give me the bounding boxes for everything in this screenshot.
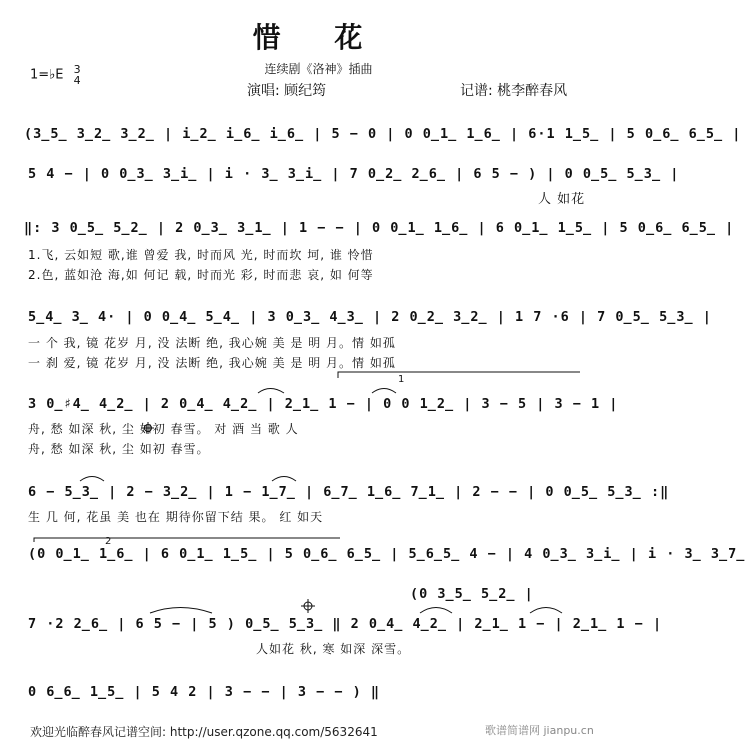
lyric-row-2: 人 如花 <box>538 192 586 207</box>
volta-2-label: 2 <box>105 536 112 547</box>
score-row-8: 7 ·2 2̲6̲ | 6 5 − | 5 ) 0̲5̲ 5̲3̲ ‖ 2 0̲4̲ 4̲2̲ | 2̲1̲ 1 − | 2̲1̲ 1 − | <box>28 616 663 632</box>
site-watermark: 歌谱简谱网 jianpu.cn <box>485 724 594 737</box>
footer-link-text: 欢迎光临醉春风记谱空间: http://user.qzone.qq.com/5632641 <box>30 725 378 739</box>
lyric-row-3-verse-2: 2.色, 蓝如沧 海,如 何记 载, 时而光 彩, 时而悲 哀, 如 何等 <box>28 268 374 282</box>
time-sig-denominator: 4 <box>73 74 81 87</box>
score-row-3: ‖: 3 0̲5̲ 5̲2̲ | 2 0̲3̲ 3̲1̲ | 1 − − | 0 0̲1̲ 1̲6̲ | 6 0̲1̲ 1̲5̲ | 5 0̲6̲ 6̲5̲ | <box>24 220 735 236</box>
slur-row5-b <box>372 389 396 394</box>
slur-row5-a <box>258 389 284 394</box>
page-title: 惜 花 <box>252 21 385 54</box>
lyric-row-5-verse-1: 舟, 愁 如深 秋, 尘 如初 春雪。 对 酒 当 歌 人 <box>28 422 299 436</box>
coda-icon-row5 <box>142 422 154 434</box>
slur-row6-a <box>80 477 104 482</box>
lyric-row-4-verse-2: 一 刹 爱, 镜 花岁 月, 没 法断 绝, 我心婉 美 是 明 月。情 如孤 <box>28 356 396 370</box>
score-row-8-upper: (0 3̲5̲ 5̲2̲ | <box>410 586 534 602</box>
score-row-1: (3̲5̲ 3̲2̲ 3̲2̲ | i̲2̲ i̲6̲ i̲6̲ | 5 − 0 | 0 0̲1̲ 1̲6̲ | 6·1 1̲5̲ | 5 0̲6̲ 6̲5̲ | <box>24 126 742 142</box>
lyric-row-4-verse-1: 一 个 我, 镜 花岁 月, 没 法断 绝, 我心婉 美 是 明 月。情 如孤 <box>28 336 396 350</box>
score-row-2: 5 4 − | 0 0̲3̲ 3̲i̲ | i · 3̲ 3̲i̲ | 7 0̲2̲ 2̲6̲ | 6 5 − ) | 0 0̲5̲ 5̲3̲ | <box>28 166 680 182</box>
score-row-9: 0 6̲6̲ 1̲5̲ | 5 4 2 | 3 − − | 3 − − ) ‖ <box>28 684 380 700</box>
lyric-row-5-verse-2: 舟, 愁 如深 秋, 尘 如初 春雪。 <box>28 442 210 456</box>
coda-icon <box>301 599 315 613</box>
slur-row8-b <box>420 608 452 614</box>
subtitle: 连续剧《洛神》插曲 <box>264 62 373 76</box>
singer-credit: 演唱: 顾纪筠 <box>247 83 327 99</box>
score-row-7: (0 0̲1̲ 1̲6̲ | 6 0̲1̲ 1̲5̲ | 5 0̲6̲ 6̲5̲ | 5̲6̲5̲ 4 − | 4 0̲3̲ 3̲i̲ | i · 3̲ 3̲7̲ <box>28 546 745 562</box>
score-row-5: 3 0̲♯4̲ 4̲2̲ | 2 0̲4̲ 4̲2̲ | 2̲1̲ 1 − | 0 0 1̲2̲ | 3 − 5 | 3 − 1 | <box>28 396 619 412</box>
slur-row8-a <box>150 608 212 614</box>
time-sig-numerator: 3 <box>73 63 81 76</box>
lyric-row-6: 生 几 何, 花虽 美 也在 期待你留下结 果。 红 如天 <box>28 510 324 524</box>
volta-2-bracket <box>34 538 340 542</box>
volta-1-bracket <box>338 372 580 378</box>
score-row-4: 5̲4̲ 3̲ 4· | 0 0̲4̲ 5̲4̲ | 3 0̲3̲ 4̲3̲ | 2 0̲2̲ 3̲2̲ | 1 7 ·6 | 7 0̲5̲ 5̲3̲ | <box>28 309 712 325</box>
recorder-credit: 记谱: 桃李醉春风 <box>460 83 568 99</box>
key-label: 1=♭E <box>30 67 64 83</box>
slur-row6-b <box>272 477 296 482</box>
lyric-row-8: 人如花 秋, 寒 如深 深雪。 <box>256 642 411 656</box>
volta-1-label: 1 <box>398 374 405 385</box>
slur-row8-c <box>530 608 562 614</box>
lyric-row-3-verse-1: 1.飞, 云如短 歌,谁 曾爱 我, 时而风 光, 时而坎 坷, 谁 怜惜 <box>28 248 374 262</box>
score-row-6: 6 − 5̲3̲ | 2 − 3̲2̲ | 1 − 1̲7̲ | 6̲7̲ 1̲6̲ 7̲1̲ | 2 − − | 0 0̲5̲ 5̲3̲ :‖ <box>28 484 670 500</box>
